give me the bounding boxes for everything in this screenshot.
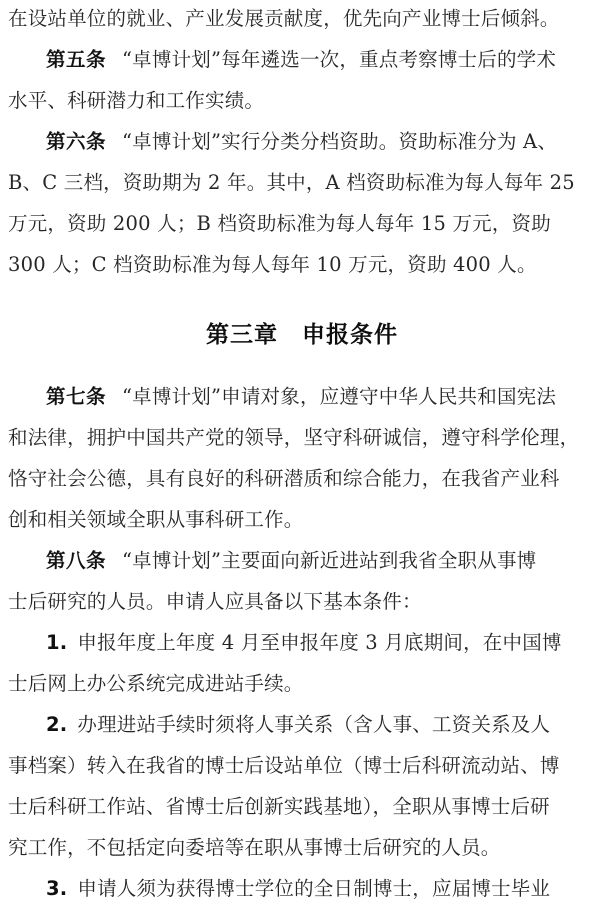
- line-text: 创和相关领域全职从事科研工作。: [8, 508, 304, 531]
- chapter-heading: 第三章 申报条件: [206, 322, 398, 348]
- text-line-article-7-start: [8, 376, 596, 417]
- line-text: 办理进站手续时须将人事关系（含人事、工资关系及人: [77, 713, 551, 736]
- text-line-item-1-start: [8, 622, 596, 663]
- text-line: [8, 581, 596, 622]
- line-text: “卓博计划”实行分类分档资助。资助标准分为 A、: [122, 130, 558, 153]
- article-marker: 第五条: [46, 48, 107, 71]
- line-text: 士后科研工作站、省博士后创新实践基地），全职从事博士后研: [8, 795, 550, 818]
- line-text: 申请人须为获得博士学位的全日制博士，应届博士毕业: [77, 877, 551, 900]
- article-marker: 第六条: [46, 130, 107, 153]
- text-line-item-3-start-truncated: [8, 868, 596, 909]
- text-line: [8, 162, 596, 203]
- line-text: “卓博计划”主要面向新近进站到我省全职从事博: [122, 549, 537, 572]
- text-line-article-8-start: [8, 540, 596, 581]
- text-line: [8, 499, 596, 540]
- text-line: [8, 0, 596, 39]
- list-number: 3.: [46, 877, 68, 900]
- text-line: [8, 80, 596, 121]
- spacer-after-chapter-heading: [8, 356, 596, 376]
- text-line-article-6-start: [8, 121, 596, 162]
- line-text: 在设站单位的就业、产业发展贡献度，优先向产业博士后倾斜。: [8, 7, 560, 30]
- line-text: 恪守社会公德，具有良好的科研潜质和综合能力，在我省产业科: [8, 467, 560, 490]
- list-number: 2.: [46, 713, 68, 736]
- text-line: [8, 786, 596, 827]
- text-line: [8, 203, 596, 244]
- line-text: 申报年度上年度 4 月至申报年度 3 月底期间，在中国博: [77, 631, 562, 654]
- article-marker: 第七条: [46, 385, 107, 408]
- line-text: 事档案）转入在我省的博士后设站单位（博士后科研流动站、博: [8, 754, 560, 777]
- text-line-article-5-start: [8, 39, 596, 80]
- line-text: B、C 三档，资助期为 2 年。其中，A 档资助标准为每人每年 25: [8, 171, 575, 194]
- line-text: 和法律，拥护中国共产党的领导，坚守科研诚信，遵守科学伦理，: [8, 426, 580, 449]
- line-text: 士后研究的人员。申请人应具备以下基本条件：: [8, 590, 422, 613]
- text-line: [8, 417, 596, 458]
- line-text: “卓博计划”申请对象，应遵守中华人民共和国宪法: [122, 385, 557, 408]
- line-text: 水平、科研潜力和工作实绩。: [8, 89, 265, 112]
- article-marker: 第八条: [46, 549, 107, 572]
- line-text: 万元，资助 200 人；B 档资助标准为每人每年 15 万元，资助: [8, 212, 551, 235]
- spacer-before-chapter-heading: [8, 285, 596, 315]
- text-line: [8, 458, 596, 499]
- text-line: [8, 745, 596, 786]
- text-line: [8, 663, 596, 704]
- text-line: [8, 827, 596, 868]
- text-line: [8, 244, 596, 285]
- line-text: “卓博计划”每年遴选一次，重点考察博士后的学术: [122, 48, 557, 71]
- text-line-item-2-start: [8, 704, 596, 745]
- document-body: [8, 0, 596, 909]
- line-text: 300 人；C 档资助标准为每人每年 10 万元，资助 400 人。: [8, 253, 537, 276]
- list-number: 1.: [46, 631, 68, 654]
- line-text: 士后网上办公系统完成进站手续。: [8, 672, 304, 695]
- line-text: 究工作，不包括定向委培等在职从事博士后研究的人员。: [8, 836, 501, 859]
